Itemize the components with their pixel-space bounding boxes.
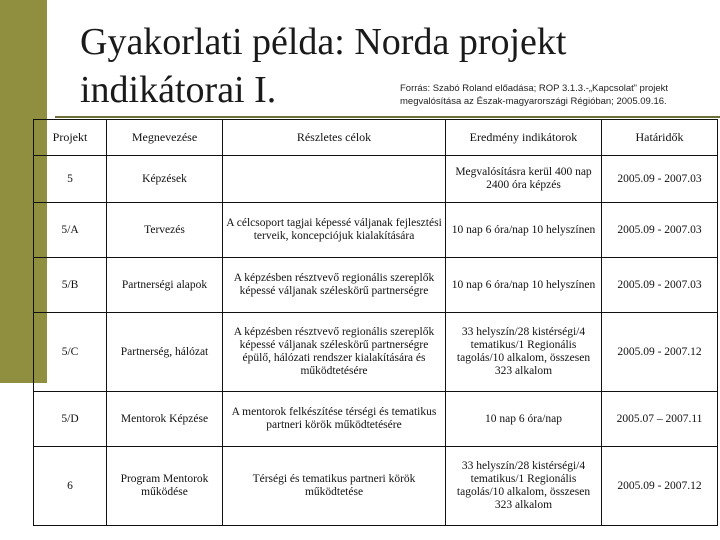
cell-eredmeny: 33 helyszín/28 kistérségi/4 tematikus/1 Regionális tagolás/10 alkalom, összesen 323 alkalom bbox=[446, 447, 602, 526]
cell-megnevezes: Partnerségi alapok bbox=[107, 258, 223, 313]
table-row bbox=[34, 447, 718, 526]
cell-hatarido: 2005.09 - 2007.03 bbox=[602, 203, 718, 258]
cell-projekt: 5 bbox=[34, 156, 107, 203]
cell-hatarido: 2005.09 - 2007.12 bbox=[602, 447, 718, 526]
cell-celok: A képzésben résztvevő regionális szereplők képessé váljanak széleskörű partnerségre épülő, hálózati rendszer kialakítására és működtetésére bbox=[223, 313, 446, 392]
cell-eredmeny: 10 nap 6 óra/nap 10 helyszínen bbox=[446, 258, 602, 313]
cell-hatarido: 2005.09 - 2007.03 bbox=[602, 156, 718, 203]
cell-projekt: 5/D bbox=[34, 392, 107, 447]
cell-projekt: 5/B bbox=[34, 258, 107, 313]
cell-megnevezes: Tervezés bbox=[107, 203, 223, 258]
header-hataridok: Határidők bbox=[602, 120, 718, 156]
cell-celok: A mentorok felkészítése térségi és tematikus partneri körök működtetésére bbox=[223, 392, 446, 447]
slide-title-line-2: indikátorai I. bbox=[80, 69, 277, 111]
header-projekt: Projekt bbox=[34, 120, 107, 156]
cell-megnevezes: Képzések bbox=[107, 156, 223, 203]
cell-projekt: 5/A bbox=[34, 203, 107, 258]
table-header-row bbox=[34, 120, 718, 156]
cell-projekt: 6 bbox=[34, 447, 107, 526]
slide-title-line-1: Gyakorlati példa: Norda projekt bbox=[80, 21, 567, 63]
cell-megnevezes: Program Mentorok működése bbox=[107, 447, 223, 526]
cell-eredmeny: 10 nap 6 óra/nap 10 helyszínen bbox=[446, 203, 602, 258]
cell-megnevezes: Partnerség, hálózat bbox=[107, 313, 223, 392]
cell-celok: A célcsoport tagjai képessé váljanak fejlesztési terveik, koncepciójuk kialakítására bbox=[223, 203, 446, 258]
cell-celok bbox=[223, 156, 446, 203]
cell-hatarido: 2005.09 - 2007.12 bbox=[602, 313, 718, 392]
table-row bbox=[34, 203, 718, 258]
source-note bbox=[400, 82, 700, 108]
source-note-line-2: megvalósítása az Észak-magyarországi Régióban; 2005.09.16. bbox=[400, 96, 667, 107]
cell-projekt: 5/C bbox=[34, 313, 107, 392]
source-note-line-1: Forrás: Szabó Roland előadása; ROP 3.1.3.-„Kapcsolat” projekt bbox=[400, 83, 669, 94]
cell-megnevezes: Mentorok Képzése bbox=[107, 392, 223, 447]
header-eredmeny-indikatorok: Eredmény indikátorok bbox=[446, 120, 602, 156]
table-row bbox=[34, 313, 718, 392]
title-divider-line bbox=[55, 116, 720, 118]
table-row bbox=[34, 258, 718, 313]
cell-eredmeny: 33 helyszín/28 kistérségi/4 tematikus/1 Regionális tagolás/10 alkalom, összesen 323 alkalom bbox=[446, 313, 602, 392]
cell-hatarido: 2005.09 - 2007.03 bbox=[602, 258, 718, 313]
table-row bbox=[34, 392, 718, 447]
indicator-table bbox=[33, 119, 718, 526]
cell-eredmeny: Megvalósításra kerül 400 nap 2400 óra képzés bbox=[446, 156, 602, 203]
table-row bbox=[34, 156, 718, 203]
header-reszletes-celok: Részletes célok bbox=[223, 120, 446, 156]
cell-eredmeny: 10 nap 6 óra/nap bbox=[446, 392, 602, 447]
cell-celok: Térségi és tematikus partneri körök működtetése bbox=[223, 447, 446, 526]
cell-celok: A képzésben résztvevő regionális szereplők képessé váljanak széleskörű partnerségre bbox=[223, 258, 446, 313]
header-megnevezes: Megnevezése bbox=[107, 120, 223, 156]
cell-hatarido: 2005.07 – 2007.11 bbox=[602, 392, 718, 447]
